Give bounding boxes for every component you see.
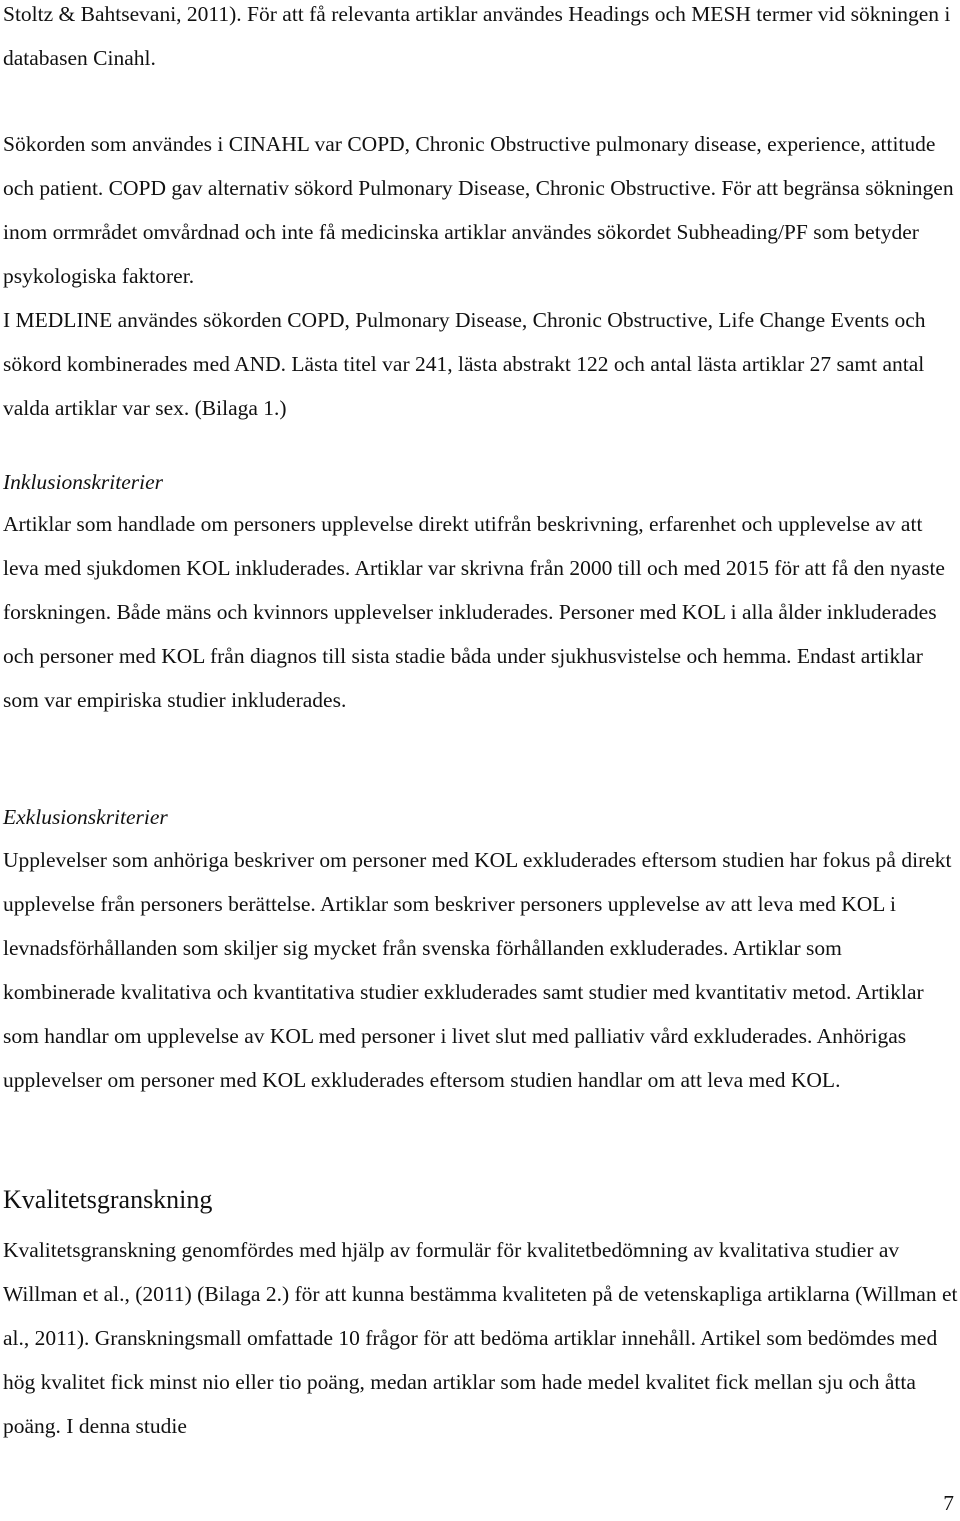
heading-inclusion-criteria: Inklusionskriterier [3, 470, 164, 494]
page-number: 7 [943, 1491, 954, 1515]
heading-quality-review: Kvalitetsgranskning [3, 1185, 213, 1214]
para-exclusion: Upplevelser som anhöriga beskriver om personer med KOL exkluderades eftersom studien har fokus på direkt upplevelse från personers berättelse. Artiklar som beskriver personers upplevelse av att leva med KOL i levnadsförhållanden som skiljer sig mycket från svenska förhållanden exkluderades. Artiklar som kombinerade kvalitativa och kvantitativa studier exkluderades samt studier med kvantitativ metod. Artiklar som handlar om upplevelse av KOL med personer i livet slut med palliativ vård exkluderades. Anhörigas upplevelser om personer med KOL exkluderades eftersom studien handlar om att leva med KOL. [3, 848, 952, 1092]
heading-exclusion-criteria: Exklusionskriterier [3, 805, 168, 829]
inclusion-block [3, 502, 958, 722]
para-inclusion: Artiklar som handlade om personers upplevelse direkt utifrån beskrivning, erfarenhet och upplevelse av att leva med sjukdomen KOL inkluderades. Artiklar var skrivna från 2000 till och med 2015 för att få den nyaste forskningen. Både mäns och kvinnors upplevelser inkluderades. Personer med KOL i alla ålder inkluderades och personer med KOL från diagnos till sista stadie båda under sjukhusvistelse och hemma. Endast artiklar som var empiriska studier inkluderades. [3, 512, 945, 712]
para-quality: Kvalitetsgranskning genomfördes med hjälp av formulär för kvalitetbedömning av kvalitativa studier av Willman et al., (2011) (Bilaga 2.) för att kunna bestämma kvaliteten på de vetenskapliga artiklarna (Willman et al., 2011). Granskningsmall omfattade 10 frågor för att bedöma artiklar innehåll. Artikel som bedömdes med hög kvalitet fick minst nio eller tio poäng, medan artiklar som hade medel kvalitet fick mellan sju och åtta poäng. I denna studie [3, 1238, 958, 1438]
search-cinahl-terms-block [3, 122, 958, 298]
search-medline-block [3, 298, 958, 430]
exclusion-block [3, 838, 958, 1102]
quality-block [3, 1228, 958, 1448]
para-search-cinahl-intro: Stoltz & Bahtsevani, 2011). För att få relevanta artiklar användes Headings och MESH termer vid sökningen i databasen Cinahl. [3, 2, 951, 70]
search-cinahl-intro-block [3, 0, 958, 80]
para-search-cinahl-terms: Sökorden som användes i CINAHL var COPD, Chronic Obstructive pulmonary disease, experience, attitude och patient. COPD gav alternativ sökord Pulmonary Disease, Chronic Obstructive. För att begränsa sökningen inom orrmrådet omvårdnad och inte få medicinska artiklar användes sökordet Subheading/PF som betyder psykologiska faktorer. [3, 132, 954, 288]
para-search-medline: I MEDLINE användes sökorden COPD, Pulmonary Disease, Chronic Obstructive, Life Change Events och sökord kombinerades med AND. Lästa titel var 241, lästa abstrakt 122 och antal lästa artiklar 27 samt antal valda artiklar var sex. (Bilaga 1.) [3, 308, 926, 420]
